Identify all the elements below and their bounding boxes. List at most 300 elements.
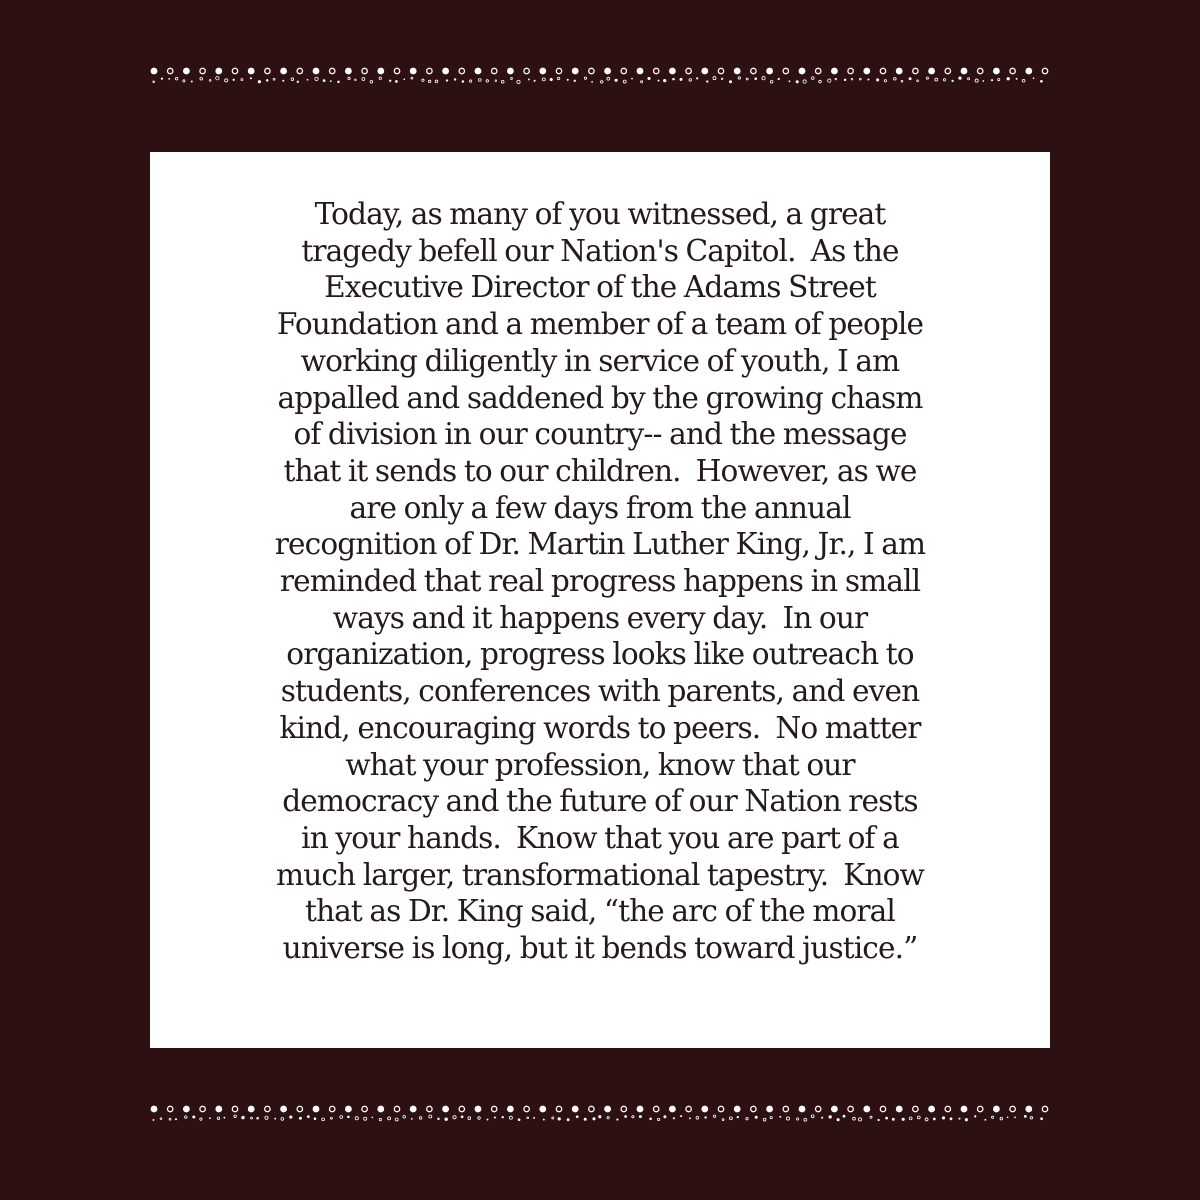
border-dot (183, 1106, 190, 1113)
border-dot-small (858, 1118, 861, 1121)
border-dot-small (372, 1117, 374, 1119)
border-dot-small (1040, 1117, 1043, 1120)
border-dot-small (1040, 80, 1043, 83)
border-dot-small (224, 1117, 226, 1119)
border-dot-small (804, 1118, 807, 1121)
border-dot (394, 1106, 399, 1111)
statement-line: Today, as many of you witnessed, a great (314, 197, 886, 231)
border-dot (200, 1106, 205, 1111)
border-dot-small (647, 77, 650, 80)
border-dot-small (837, 1118, 840, 1121)
border-dot-small (950, 1117, 953, 1120)
border-dot-small (616, 1119, 618, 1121)
border-dot-small (266, 79, 269, 82)
border-dot-small (796, 80, 799, 83)
border-dot (572, 68, 579, 75)
border-dot-small (835, 78, 837, 80)
border-dot (880, 1106, 885, 1111)
border-dot-small (942, 1116, 945, 1119)
border-dot (475, 1106, 482, 1113)
statement-line: that it sends to our children. However, as we (283, 453, 917, 488)
border-dot-small (192, 1115, 195, 1118)
border-dot-small (233, 79, 235, 81)
border-dot-small (591, 81, 593, 83)
border-dot (718, 1106, 723, 1111)
border-dot-small (755, 1116, 758, 1119)
border-dot-small (738, 77, 740, 79)
border-dot (459, 1106, 464, 1111)
border-dot-small (811, 77, 814, 80)
border-dot-small (411, 77, 413, 79)
border-dot-small (454, 78, 456, 80)
border-dot-small (487, 1119, 489, 1121)
border-dot-small (478, 1117, 481, 1120)
border-dot-small (696, 77, 698, 79)
border-dot-small (786, 1117, 789, 1120)
border-dot-small (299, 1117, 302, 1120)
border-dot-small (819, 80, 822, 83)
border-dot-small (355, 1117, 358, 1120)
border-dot (556, 1106, 561, 1111)
border-dot (701, 1106, 708, 1113)
border-dot-small (256, 1117, 259, 1120)
border-dot-small (663, 79, 666, 82)
border-dot-small (1016, 78, 1018, 80)
border-dot-small (576, 1115, 579, 1118)
border-dot-small (428, 80, 430, 82)
border-dot-small (291, 78, 294, 81)
border-dot-small (567, 1118, 570, 1121)
border-dot-small (843, 1115, 846, 1118)
border-dot (427, 1106, 432, 1111)
border-dot-small (411, 1118, 413, 1120)
border-dot (297, 68, 302, 73)
border-dot-small (200, 1118, 202, 1120)
border-dot-small (509, 1116, 512, 1119)
border-dot-small (209, 80, 211, 82)
border-dot (377, 68, 384, 75)
statement-line: reminded that real progress happens in small (279, 564, 921, 599)
border-dot-small (330, 80, 332, 82)
border-dot-small (657, 1118, 659, 1120)
border-dot (280, 1106, 287, 1113)
border-dot (410, 68, 417, 75)
border-dot (799, 68, 806, 75)
border-dot (1010, 68, 1015, 73)
border-dot-small (933, 1118, 936, 1121)
border-dot-small (713, 77, 716, 80)
border-dot (556, 68, 561, 73)
border-dot (1010, 1106, 1015, 1111)
border-dot (993, 1106, 1000, 1113)
border-dot-small (330, 1117, 332, 1119)
border-dot (183, 68, 190, 75)
border-dot-small (975, 79, 978, 82)
border-dot-small (680, 78, 683, 81)
border-dot-small (917, 1116, 920, 1119)
border-dot-small (370, 80, 373, 83)
border-dot-small (598, 1115, 601, 1118)
border-dot-small (486, 80, 488, 82)
border-dot (913, 68, 918, 73)
border-dot (297, 1106, 302, 1111)
border-dot-small (982, 80, 984, 82)
border-dot-small (641, 81, 643, 83)
border-dot-small (241, 79, 243, 81)
border-dot-small (909, 1117, 912, 1120)
border-dot-small (754, 77, 757, 80)
border-dot-small (502, 1116, 504, 1118)
border-dot (751, 1106, 756, 1111)
border-dot-small (533, 1117, 535, 1119)
border-dot (848, 1106, 853, 1111)
border-dot-small (200, 77, 203, 80)
border-dot-small (469, 80, 471, 82)
border-dot-small (796, 1118, 798, 1120)
border-dot-small (265, 1116, 268, 1119)
border-dot-small (175, 77, 178, 80)
border-dot-small (721, 78, 723, 80)
border-dot (330, 68, 335, 73)
border-dot (475, 68, 482, 75)
border-dot-small (395, 1118, 398, 1121)
border-dot-small (175, 1118, 177, 1120)
statement-line: of division in our country-- and the message (293, 417, 907, 452)
border-dot (734, 1106, 741, 1113)
border-dot (831, 1106, 838, 1113)
border-dot-small (829, 1115, 832, 1118)
border-dot-small (419, 1117, 422, 1120)
border-dot-small (811, 1115, 814, 1118)
border-dot-small (453, 1116, 456, 1119)
border-dot-small (876, 78, 879, 81)
border-dot (799, 1106, 806, 1113)
border-dot-small (323, 79, 326, 82)
border-dot-small (1000, 1117, 1002, 1119)
border-dot (215, 1106, 222, 1113)
statement-text (180, 196, 1020, 967)
border-dot-small (722, 1119, 724, 1121)
border-dot (831, 68, 838, 75)
border-dot-small (379, 77, 381, 79)
border-dot-small (663, 1115, 666, 1118)
border-dot (151, 68, 158, 75)
border-dot-small (297, 81, 299, 83)
border-dot (621, 68, 626, 73)
border-dot-small (273, 78, 275, 80)
border-dot-small (437, 1118, 439, 1120)
border-dot-small (422, 79, 424, 81)
border-dot (928, 68, 935, 75)
border-dot (492, 1106, 497, 1111)
border-dot (701, 68, 708, 75)
border-dot-small (631, 78, 633, 80)
border-dot-small (517, 80, 520, 83)
statement-line: democracy and the future of our Nation rests (282, 784, 918, 819)
border-dot-small (867, 78, 869, 80)
statement-line: that as Dr. King said, “the arc of the moral (305, 894, 895, 929)
border-dot (313, 68, 320, 75)
border-dot-small (567, 79, 569, 81)
border-dot-small (468, 1117, 471, 1120)
border-dot (880, 68, 885, 73)
border-dot (539, 68, 546, 75)
border-dot (589, 68, 594, 73)
border-dot-small (901, 80, 903, 82)
border-dot (896, 1106, 903, 1113)
border-dot-small (495, 80, 497, 82)
border-dot (669, 68, 676, 75)
border-dot-small (209, 1117, 211, 1119)
border-dot-small (828, 79, 831, 82)
border-dot (637, 68, 644, 75)
border-dot (362, 68, 367, 73)
border-dot-small (534, 80, 536, 82)
border-dot (442, 1106, 449, 1113)
border-dot (168, 68, 173, 73)
border-dot (637, 1106, 644, 1113)
border-dot (410, 1106, 417, 1113)
border-dot-small (974, 1115, 976, 1117)
border-dot-small (853, 1117, 856, 1120)
border-dot (539, 1106, 546, 1113)
border-dot-small (704, 1116, 706, 1118)
border-dot-small (403, 78, 405, 80)
border-dot-small (706, 80, 708, 82)
border-dot (654, 1106, 659, 1111)
statement-line: kind, encouraging words to peers. No matter (279, 710, 921, 745)
border-dot-small (607, 1117, 609, 1119)
border-dot-small (658, 80, 660, 82)
border-dot (265, 68, 270, 73)
border-dot-small (542, 78, 545, 81)
border-dot-small (389, 80, 391, 82)
border-dot-small (461, 1115, 464, 1118)
statement-line: appalled and saddened by the growing chasm (277, 380, 923, 415)
statement-card (150, 152, 1050, 1048)
border-dot-small (917, 80, 919, 82)
border-dot-small (550, 78, 553, 81)
statement-line: Executive Director of the Adams Street (324, 270, 876, 305)
border-dot-small (241, 1116, 244, 1119)
border-dot (1042, 68, 1047, 73)
border-dot-small (737, 1116, 739, 1118)
border-dot (589, 1106, 594, 1111)
border-dot-small (600, 81, 602, 83)
border-dot-small (161, 77, 163, 79)
border-dot-small (543, 1119, 545, 1121)
top-dotted-border (148, 64, 1052, 84)
border-dot-small (153, 81, 155, 83)
border-dot-small (713, 1115, 715, 1117)
border-dot (913, 1106, 918, 1111)
border-dot-small (746, 1118, 748, 1120)
border-dot-small (859, 78, 861, 80)
border-dot (151, 1106, 158, 1113)
border-dot-small (494, 1116, 496, 1118)
border-dot-small (821, 1117, 823, 1119)
border-dot-small (746, 78, 748, 80)
border-dot-small (395, 80, 398, 83)
border-dot-small (763, 1118, 766, 1121)
border-dot (168, 1106, 173, 1111)
border-dot-small (289, 1116, 292, 1119)
border-dot-small (689, 1117, 691, 1119)
border-dot-small (435, 80, 438, 83)
border-dot-small (632, 1116, 634, 1118)
border-dot-small (355, 79, 357, 81)
border-dot (1025, 68, 1032, 75)
border-dot-small (925, 1118, 928, 1121)
border-dot-small (649, 1118, 652, 1121)
border-dot-small (893, 77, 896, 80)
statement-line: ways and it happens every day. In our (332, 600, 868, 635)
border-dot-small (615, 79, 618, 82)
border-dot-small (191, 81, 193, 83)
border-dot-small (607, 77, 610, 80)
border-dot-small (689, 79, 692, 82)
border-dot-small (624, 1115, 627, 1118)
border-dot (961, 68, 968, 75)
border-dot-small (282, 80, 284, 82)
border-dot (313, 1106, 320, 1113)
statement-line: much larger, transformational tapestry. Know (276, 857, 924, 892)
border-dot-small (1007, 77, 1010, 80)
border-dot (669, 1106, 676, 1113)
border-dot (654, 68, 659, 73)
border-dot (978, 1106, 983, 1111)
border-dot (766, 1106, 773, 1113)
border-dot (492, 68, 497, 73)
border-dot (1025, 1106, 1032, 1113)
border-dot-small (951, 80, 953, 82)
border-dot-small (274, 1118, 276, 1120)
bottom-dotted-border (148, 1102, 1052, 1122)
border-dot-small (169, 1118, 171, 1120)
border-dot-small (623, 80, 626, 83)
border-dot-small (403, 1116, 406, 1119)
border-dot-small (445, 1118, 448, 1121)
border-dot (459, 68, 464, 73)
border-dot (215, 68, 222, 75)
statement-line: students, conferences with parents, and even (280, 674, 920, 709)
border-dot-small (672, 78, 675, 81)
border-dot (345, 1106, 352, 1113)
statement-line: Foundation and a member of a team of people (276, 307, 924, 342)
border-dot-small (511, 78, 513, 80)
border-dot-small (1024, 1115, 1027, 1118)
border-dot-small (429, 1115, 432, 1118)
border-dot (394, 68, 399, 73)
border-dot (572, 1106, 579, 1113)
border-dot (524, 1106, 529, 1111)
border-dot-small (501, 80, 504, 83)
border-dot-small (168, 78, 170, 80)
border-dot (718, 68, 723, 73)
border-dot-small (462, 80, 465, 83)
statement-line: are only a few days from the annual (349, 490, 851, 525)
border-dot-small (217, 1117, 220, 1120)
border-dot (945, 68, 950, 73)
border-dot (993, 68, 1000, 75)
border-dot (863, 1106, 870, 1113)
border-dot-small (250, 77, 252, 79)
border-dot-small (347, 1116, 350, 1119)
border-dot (442, 68, 449, 75)
border-dot (345, 68, 352, 75)
border-dot-small (943, 79, 945, 81)
border-dot (766, 68, 773, 75)
border-dot (734, 68, 741, 75)
border-dot (604, 68, 611, 75)
statement-line: what your profession, know that our (345, 747, 855, 782)
border-dot-small (528, 78, 530, 80)
border-dot (248, 1106, 255, 1113)
border-dot-small (592, 1117, 595, 1120)
border-dot (816, 68, 821, 73)
border-dot (783, 1106, 788, 1111)
border-dot (945, 1106, 950, 1111)
border-dot (978, 68, 983, 73)
statement-line: tragedy befell our Nation's Capitol. As the (301, 233, 899, 268)
border-dot-small (234, 1115, 237, 1118)
border-dot-small (1030, 1117, 1033, 1120)
border-dot (604, 1106, 611, 1113)
border-dot (621, 1106, 626, 1111)
border-dot (961, 1106, 968, 1113)
border-dot-small (680, 1115, 682, 1117)
border-dot-small (729, 1117, 732, 1120)
border-dot-small (552, 1117, 554, 1119)
border-dot (686, 1106, 691, 1111)
border-dot-small (225, 79, 228, 82)
border-dot-small (518, 1118, 521, 1121)
border-dot-small (558, 1117, 561, 1120)
border-dot (232, 1106, 237, 1111)
statement-line: in your hands. Know that you are part of a (301, 820, 899, 855)
border-dot-small (639, 1115, 642, 1118)
border-dot-small (1022, 79, 1025, 82)
border-dot (200, 68, 205, 73)
border-dot-small (998, 79, 1000, 81)
border-dot (232, 68, 237, 73)
border-dot (362, 1106, 367, 1111)
border-dot-small (877, 1119, 879, 1121)
border-dot-small (251, 1117, 253, 1119)
border-dot (280, 68, 287, 75)
border-dot (265, 1106, 270, 1111)
border-dot-small (364, 1117, 367, 1120)
border-dot (686, 68, 691, 73)
border-dot-small (185, 1116, 187, 1118)
statement-line: recognition of Dr. Martin Luther King, Jr., I am (274, 527, 926, 562)
border-dot-small (322, 1118, 325, 1121)
border-dot-small (779, 1116, 781, 1118)
border-dot-small (884, 80, 886, 82)
border-dot-small (574, 80, 576, 82)
border-dot-small (258, 80, 261, 83)
border-dot-small (527, 1117, 529, 1119)
border-dot-small (902, 1118, 905, 1121)
border-dot-small (968, 78, 970, 80)
border-dot-small (307, 79, 309, 81)
border-dot (896, 68, 903, 75)
border-dot-small (762, 77, 765, 80)
border-dot-small (926, 77, 928, 79)
border-dot (377, 1106, 384, 1113)
border-dot (248, 68, 255, 75)
border-dot-small (362, 78, 365, 81)
